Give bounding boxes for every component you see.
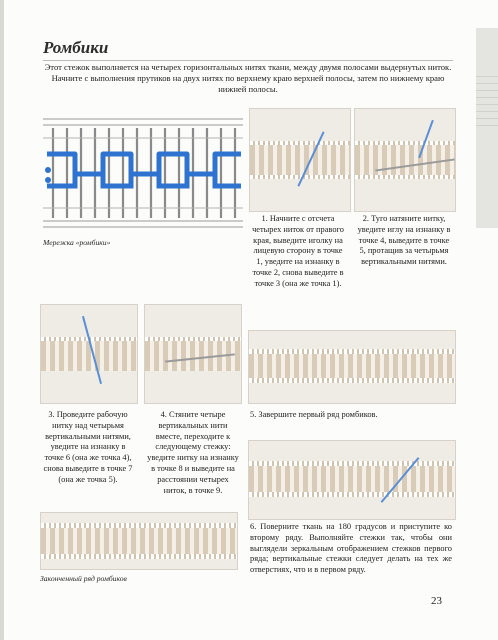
photo-step-5 [248,330,456,404]
side-tab-text-lines [476,70,498,130]
step-1-text: 1. Начните с отсчета четырех ниток от правого края, выведите иголку на лицевую сторону в точке 1, уведите на изнанку в точке 2, снова выведите в точке 3 (она же точка 1). [252,214,344,288]
intro-paragraph: Этот стежок выполняется на четырех горизонтальных нитях ткани, между двумя полосами выдернутых ниток. Начните с выполнения прутиков на двух нитях по верхнему краю верхней полосы, затем по нижнему краю нижней полосы. [44,62,452,94]
photo-finished-row [40,512,238,570]
step-2-text: 2. Туго натяните нитку, уведите иглу на изнанку в точке 4, выведите в точке 5, протащив за четырьмя вертикальными нитями. [357,214,451,267]
stitch-diagram [43,116,243,234]
photo-step-4 [144,304,242,404]
step-6-text: 6. Поверните ткань на 180 градусов и приступите ко второму ряду. Выполняйте стежки так, чтобы они выглядели зеркальным отображением стежков первого ряда; вертикальные стежки следует делать на тех же отверстиях, что и в первом ряду. [250,522,452,575]
heading-rule [43,60,453,61]
photo-step-6 [248,440,456,520]
page-number: 23 [431,595,442,607]
step-4-text: 4. Стяните четыре вертикальных нити вместе, переходите к следующему стежку: уведите нитку на изнанку в точке 8 и выведите на расстоянии четырех ниток, в точке 9. [147,410,239,495]
photo-step-2 [354,108,456,212]
step-5-text: 5. Завершите первый ряд ромбиков. [250,410,378,419]
step-3-text: 3. Проведите рабочую нитку над четырьмя вертикальными нитями, уведите на изнанку в точке 6 (она же точка 4), снова выведите в точке 7 (она же точка 5). [43,410,133,484]
finished-caption: Законченный ряд ромбиков [40,574,127,583]
diagram-caption: Мережка «ромбики» [43,238,111,247]
photo-step-1 [249,108,351,212]
photo-step-3 [40,304,138,404]
page-heading: Ромбики [43,38,109,57]
page-left-edge [0,0,4,640]
